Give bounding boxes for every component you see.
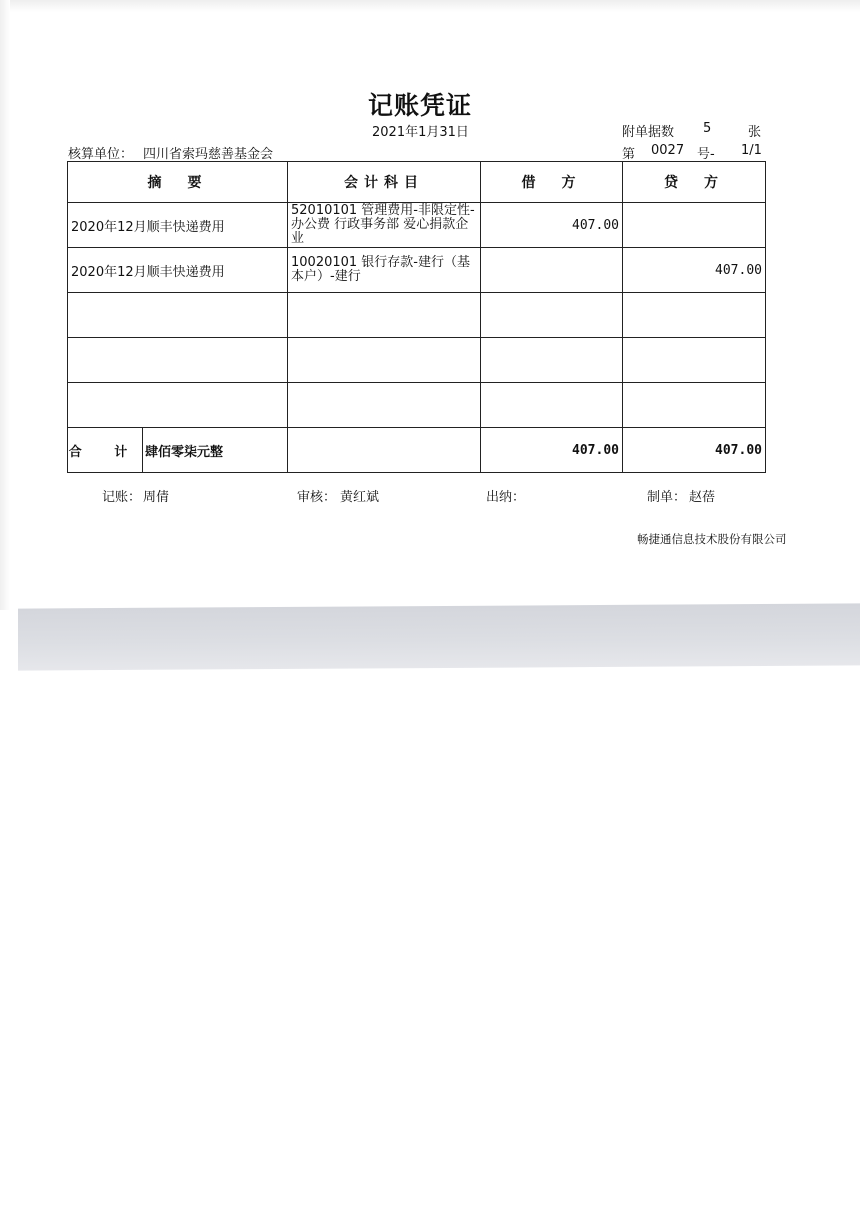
row-debit: 407.00 bbox=[481, 203, 623, 248]
voucher-table bbox=[67, 161, 766, 473]
table-header-row bbox=[68, 162, 766, 203]
cashier-label: 出纳： bbox=[486, 490, 526, 505]
row-debit bbox=[481, 338, 623, 383]
voucher-date: 2021年1月31日 bbox=[372, 125, 469, 140]
bookkeeper-name: 周倩 bbox=[143, 490, 170, 505]
row-credit bbox=[623, 338, 766, 383]
table-row bbox=[68, 338, 766, 383]
attachments-label: 附单据数 bbox=[622, 125, 675, 140]
total-row bbox=[68, 428, 766, 473]
row-account bbox=[288, 293, 481, 338]
table-row bbox=[68, 203, 766, 248]
number-prefix: 第 bbox=[622, 147, 636, 162]
row-summary bbox=[68, 383, 288, 428]
number-suffix: 号- bbox=[697, 147, 715, 162]
total-credit: 407.00 bbox=[623, 428, 766, 473]
header-debit: 借 方 bbox=[481, 162, 623, 203]
table-row bbox=[68, 248, 766, 293]
voucher-number: 0027 bbox=[651, 143, 685, 158]
header-account: 会计科目 bbox=[288, 162, 481, 203]
unit-name: 四川省索玛慈善基金会 bbox=[143, 147, 274, 162]
row-account bbox=[288, 383, 481, 428]
scan-shadow-band bbox=[18, 603, 860, 670]
unit-label: 核算单位： bbox=[68, 147, 134, 162]
row-account bbox=[288, 203, 481, 248]
total-cell bbox=[68, 428, 288, 473]
row-debit bbox=[481, 383, 623, 428]
row-summary: 2020年12月顺丰快递费用 bbox=[68, 203, 288, 248]
row-debit bbox=[481, 293, 623, 338]
total-amount-words: 肆佰零柒元整 bbox=[145, 444, 224, 460]
auditor-label: 审核： bbox=[297, 490, 337, 505]
row-summary bbox=[68, 293, 288, 338]
bookkeeper-label: 记账： bbox=[102, 490, 142, 505]
scan-top-edge bbox=[0, 0, 860, 12]
total-debit: 407.00 bbox=[481, 428, 623, 473]
header-credit: 贷 方 bbox=[623, 162, 766, 203]
voucher-title: 记账凭证 bbox=[367, 91, 472, 120]
total-label: 合 计 bbox=[68, 428, 143, 472]
account-text: 10020101 银行存款-建行（基本户）-建行 bbox=[291, 255, 470, 284]
row-credit bbox=[623, 203, 766, 248]
row-credit bbox=[623, 293, 766, 338]
row-account bbox=[288, 248, 481, 293]
attachments-count: 5 bbox=[703, 121, 712, 136]
row-debit bbox=[481, 248, 623, 293]
header-summary: 摘 要 bbox=[68, 162, 288, 203]
row-credit: 407.00 bbox=[623, 248, 766, 293]
page-indicator: 1/1 bbox=[741, 143, 762, 158]
row-summary bbox=[68, 338, 288, 383]
account-text: 52010101 管理费用-非限定性-办公费 行政事务部 爱心捐款企业 bbox=[291, 203, 475, 246]
software-company: 畅捷通信息技术股份有限公司 bbox=[637, 532, 787, 546]
attachments-unit: 张 bbox=[748, 125, 762, 140]
table-row bbox=[68, 383, 766, 428]
table-row bbox=[68, 293, 766, 338]
auditor-name: 黄红斌 bbox=[340, 490, 380, 505]
preparer-label: 制单： bbox=[647, 490, 687, 505]
total-account-blank bbox=[288, 428, 481, 473]
preparer-name: 赵蓓 bbox=[689, 490, 716, 505]
row-account bbox=[288, 338, 481, 383]
row-credit bbox=[623, 383, 766, 428]
row-summary: 2020年12月顺丰快递费用 bbox=[68, 248, 288, 293]
